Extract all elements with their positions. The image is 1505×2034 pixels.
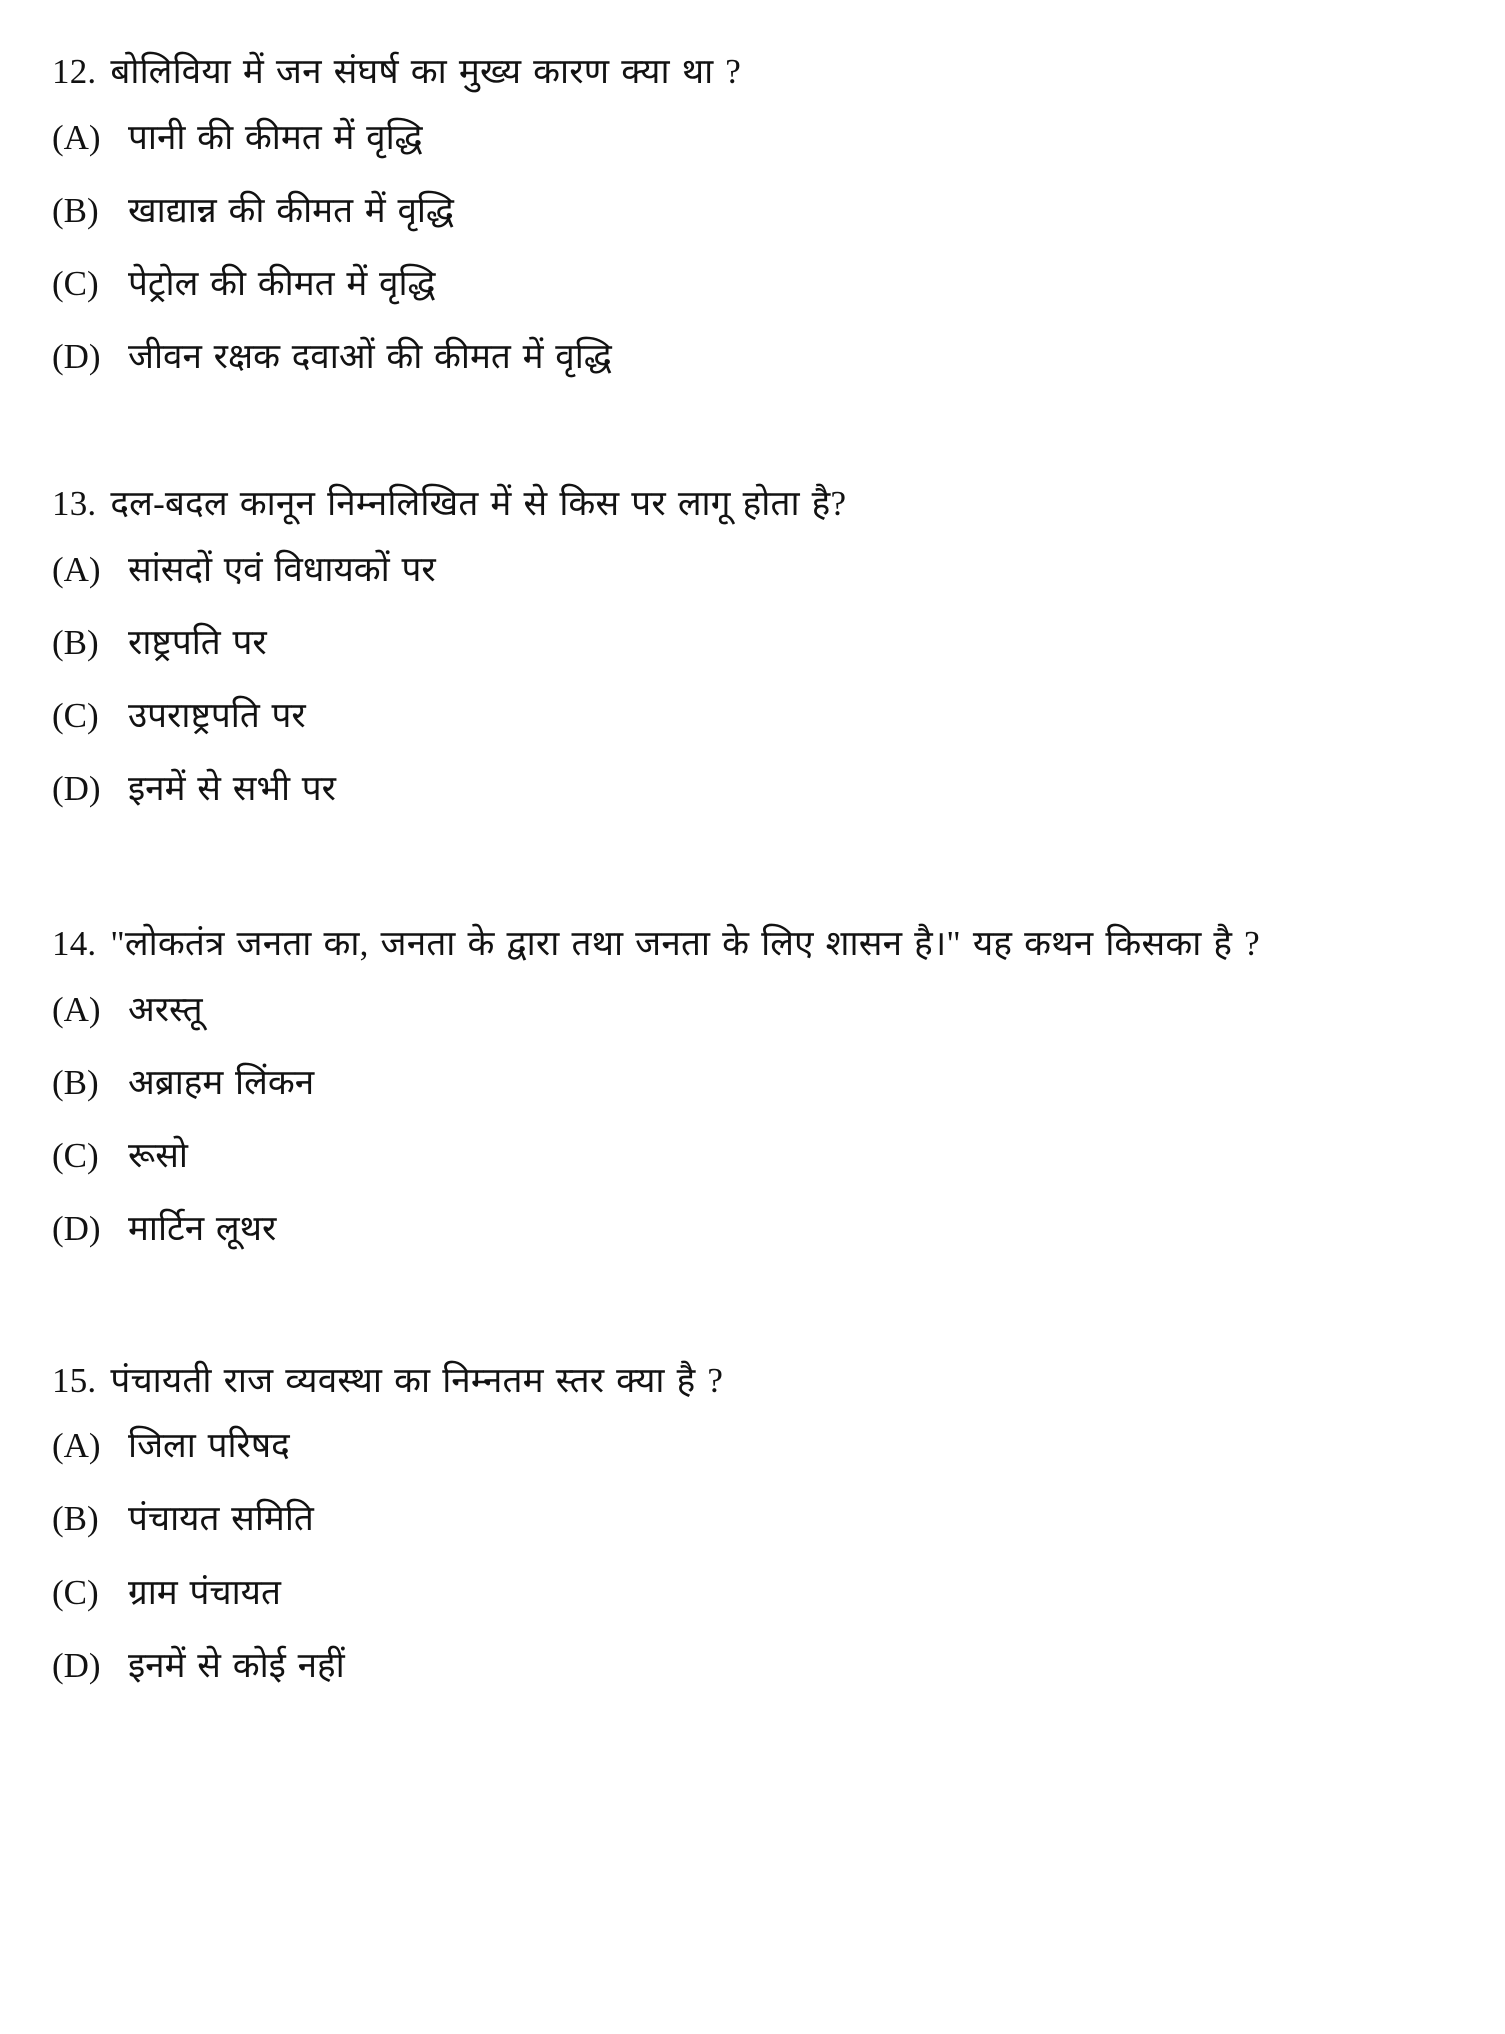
option-row[interactable] bbox=[52, 544, 1445, 595]
option-row[interactable] bbox=[52, 112, 1445, 163]
question-block bbox=[52, 478, 1445, 814]
option-text: जीवन रक्षक दवाओं की कीमत में वृद्धि bbox=[128, 337, 612, 377]
option-row[interactable] bbox=[52, 258, 1445, 309]
option-row[interactable] bbox=[52, 1640, 1445, 1691]
option-label: (C) bbox=[52, 1136, 99, 1176]
option-label: (B) bbox=[52, 1499, 99, 1539]
option-row[interactable] bbox=[52, 617, 1445, 668]
question-text: दल-बदल कानून निम्नलिखित में से किस पर लागू होता है? bbox=[110, 484, 847, 524]
option-row[interactable] bbox=[52, 185, 1445, 236]
option-text: उपराष्ट्रपति पर bbox=[128, 696, 306, 736]
question-text: पंचायती राज व्यवस्था का निम्नतम स्तर क्या है ? bbox=[110, 1360, 724, 1400]
option-text: इनमें से सभी पर bbox=[128, 769, 336, 809]
option-text: जिला परिषद bbox=[128, 1426, 290, 1466]
question-spacer bbox=[52, 870, 1445, 918]
question-spacer bbox=[52, 438, 1445, 478]
option-row[interactable] bbox=[52, 1493, 1445, 1544]
option-text: राष्ट्रपति पर bbox=[128, 623, 267, 663]
question-block bbox=[52, 918, 1445, 1254]
option-row[interactable] bbox=[52, 1567, 1445, 1618]
question-number: 14. bbox=[52, 924, 97, 964]
option-label: (A) bbox=[52, 117, 101, 157]
question-stem bbox=[52, 1355, 1445, 1407]
question-number: 15. bbox=[52, 1360, 97, 1400]
option-text: ग्राम पंचायत bbox=[128, 1572, 281, 1612]
option-label: (B) bbox=[52, 190, 99, 230]
option-label: (D) bbox=[52, 337, 101, 377]
option-text: इनमें से कोई नहीं bbox=[128, 1645, 345, 1685]
option-row[interactable] bbox=[52, 1203, 1445, 1254]
option-text: मार्टिन लूथर bbox=[128, 1209, 277, 1249]
question-block bbox=[52, 1355, 1445, 1691]
option-label: (C) bbox=[52, 1572, 99, 1612]
option-text: पंचायत समिति bbox=[128, 1499, 314, 1539]
option-row[interactable] bbox=[52, 331, 1445, 382]
option-row[interactable] bbox=[52, 690, 1445, 741]
question-stem bbox=[52, 478, 1445, 530]
option-text: पानी की कीमत में वृद्धि bbox=[128, 117, 423, 157]
option-label: (D) bbox=[52, 1645, 101, 1685]
option-label: (B) bbox=[52, 623, 99, 663]
option-label: (C) bbox=[52, 263, 99, 303]
question-number: 12. bbox=[52, 52, 97, 91]
option-label: (A) bbox=[52, 1426, 101, 1466]
option-text: अरस्तू bbox=[128, 990, 203, 1030]
option-text: पेट्रोल की कीमत में वृद्धि bbox=[128, 263, 436, 303]
question-spacer bbox=[52, 1311, 1445, 1355]
option-label: (D) bbox=[52, 769, 101, 809]
option-row[interactable] bbox=[52, 1130, 1445, 1181]
question-stem bbox=[52, 918, 1445, 970]
option-row[interactable] bbox=[52, 1420, 1445, 1471]
question-text: बोलिविया में जन संघर्ष का मुख्य कारण क्या था ? bbox=[110, 52, 742, 91]
option-row[interactable] bbox=[52, 1057, 1445, 1108]
option-text: अब्राहम लिंकन bbox=[128, 1063, 315, 1103]
option-label: (D) bbox=[52, 1209, 101, 1249]
option-row[interactable] bbox=[52, 763, 1445, 814]
question-text: "लोकतंत्र जनता का, जनता के द्वारा तथा जनता के लिए शासन है।" यह कथन किसका है ? bbox=[110, 924, 1260, 964]
option-text: खाद्यान्न की कीमत में वृद्धि bbox=[128, 190, 454, 230]
question-number: 13. bbox=[52, 484, 97, 524]
option-label: (A) bbox=[52, 549, 101, 589]
option-row[interactable] bbox=[52, 984, 1445, 1035]
option-text: सांसदों एवं विधायकों पर bbox=[128, 549, 436, 589]
option-text: रूसो bbox=[128, 1136, 188, 1176]
question-stem bbox=[52, 46, 1445, 98]
option-label: (B) bbox=[52, 1063, 99, 1103]
question-block bbox=[52, 46, 1445, 382]
option-label: (A) bbox=[52, 990, 101, 1030]
option-label: (C) bbox=[52, 696, 99, 736]
